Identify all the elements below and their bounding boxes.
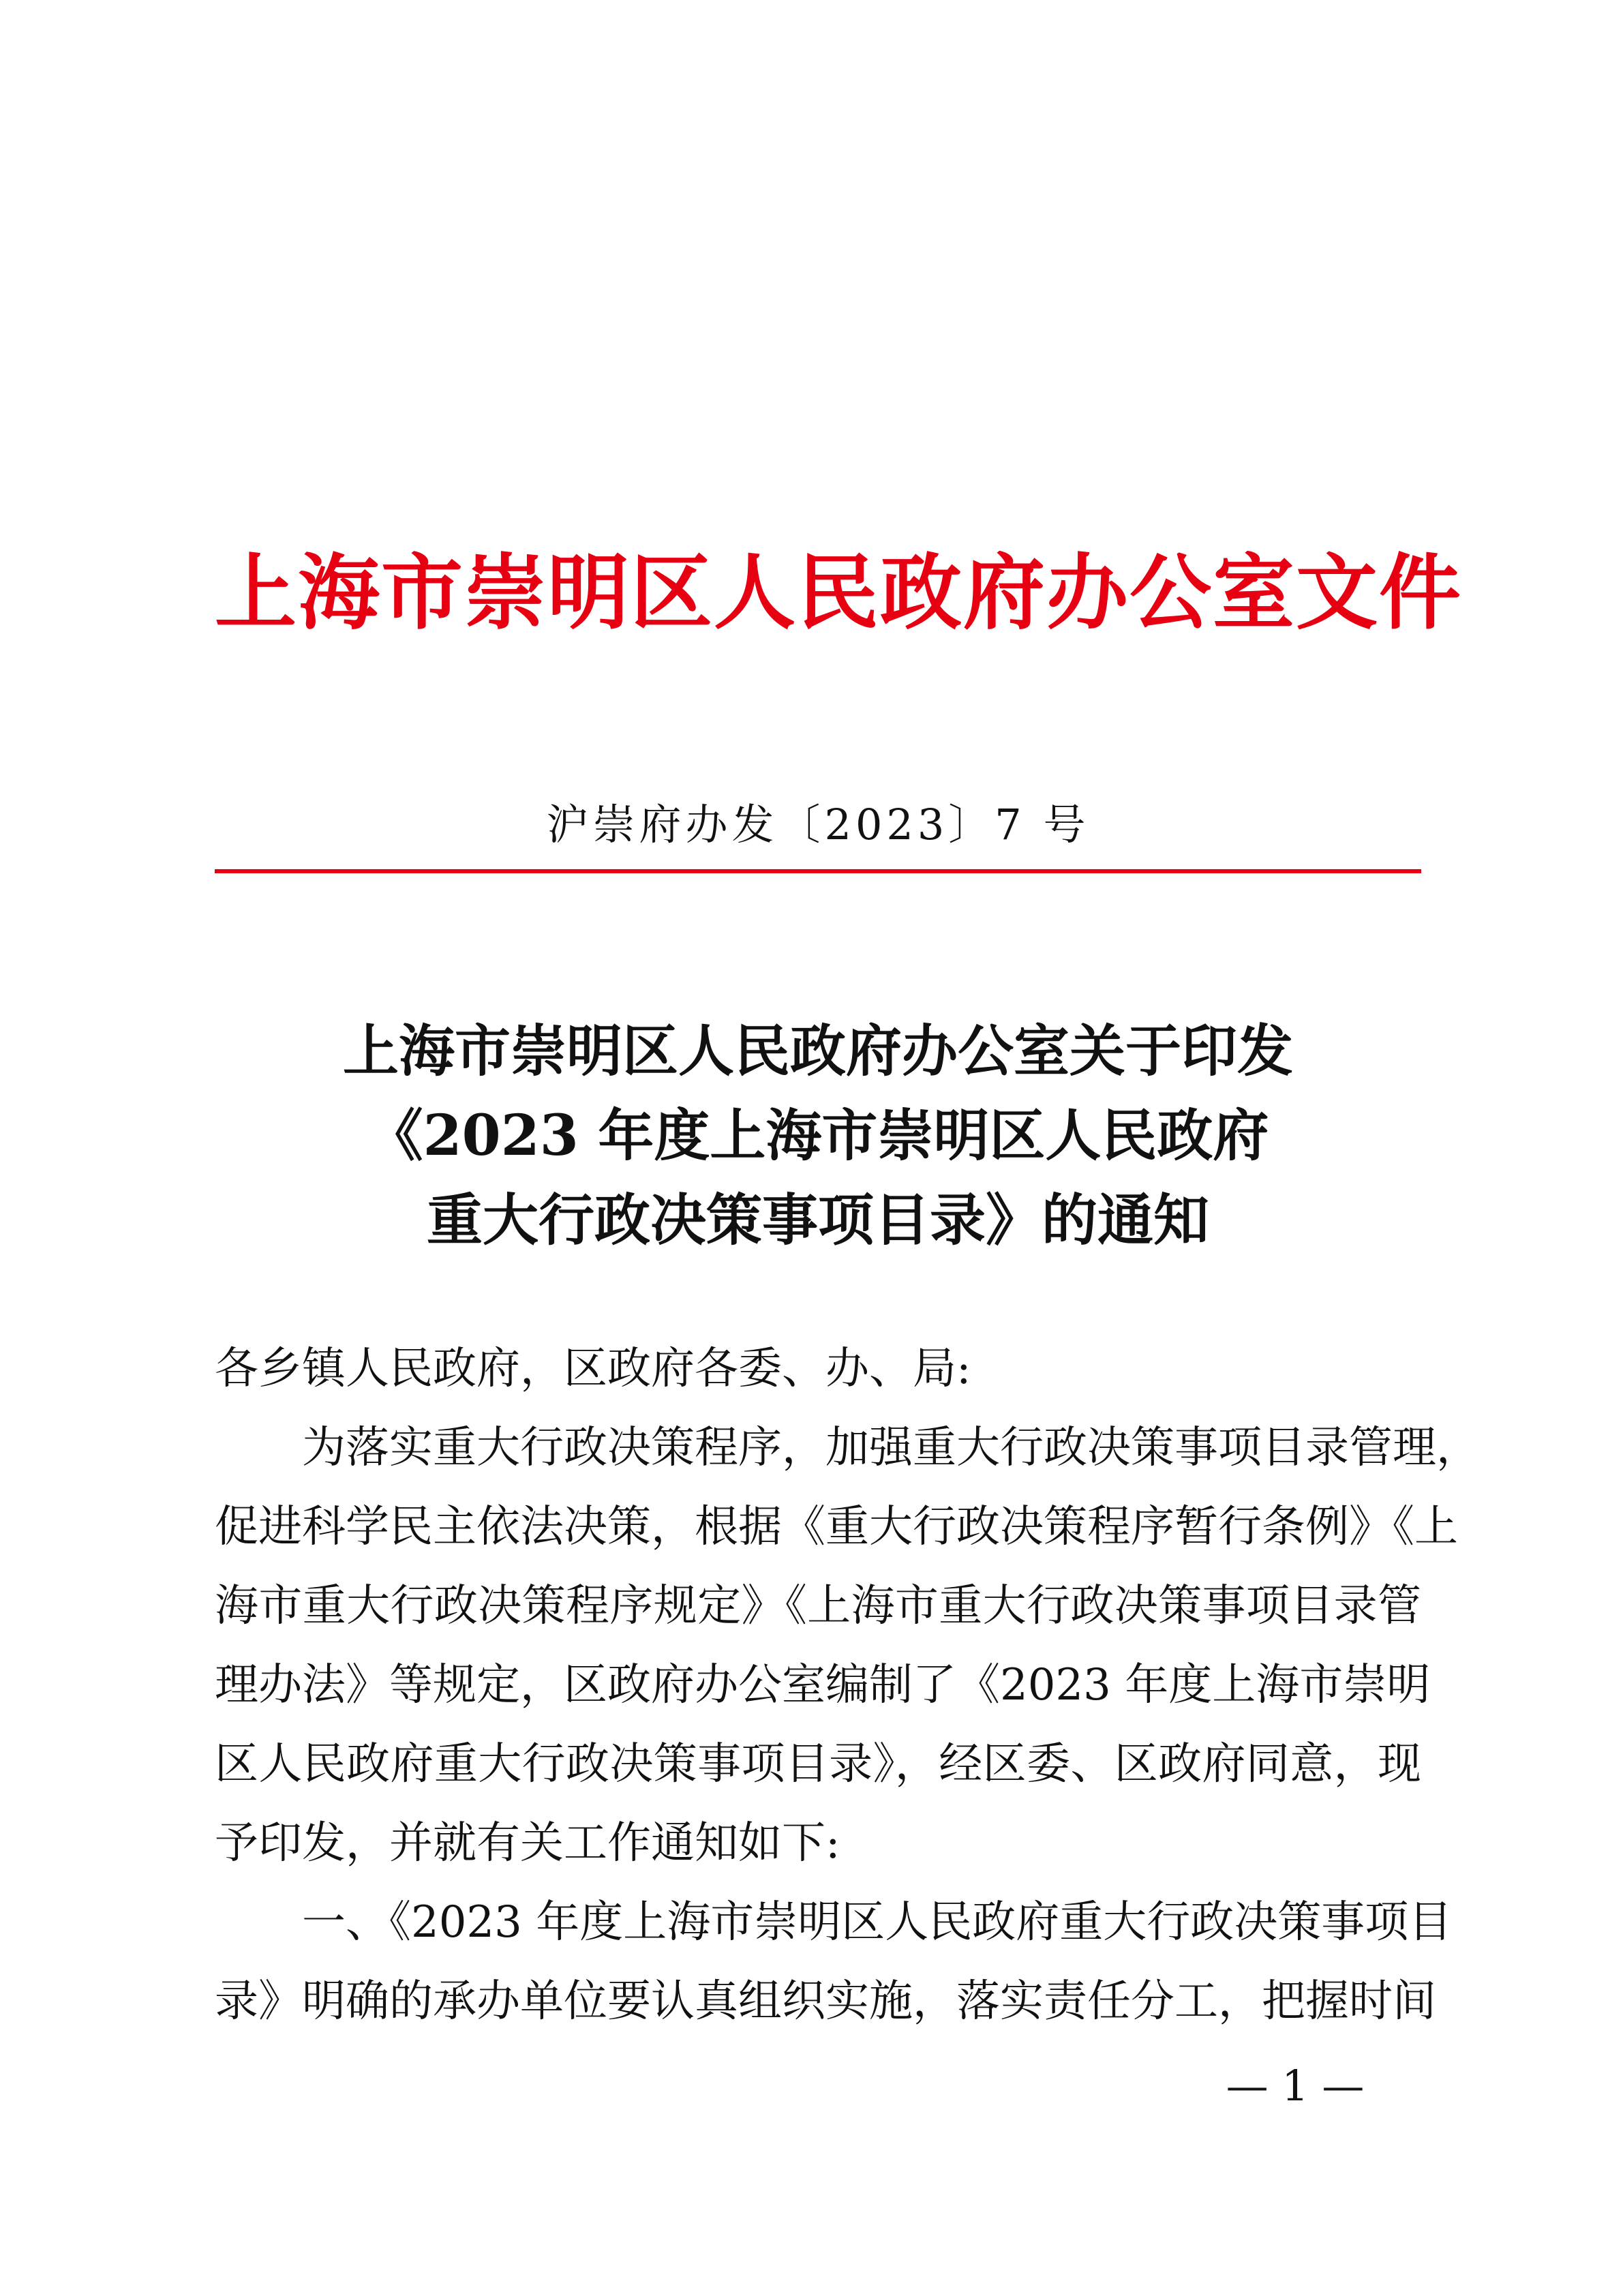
notice-title-line-1: 上海市崇明区人民政府办公室关于印发 [342,1018,1293,1084]
body-line: 录》明确的承办单位要认真组织实施，落实责任分工，把握时间 [215,1976,1436,2027]
body-line: 一、《2023 年度上海市崇明区人民政府重大行政决策事项目 [302,1897,1453,1948]
body-line: 理办法》等规定，区政府办公室编制了《2023 年度上海市崇明 [215,1660,1431,1710]
salutation: 各乡镇人民政府，区政府各委、办、局: [215,1344,971,1394]
body-line: 海市重大行政决策程序规定》《上海市重大行政决策事项目录管 [215,1581,1421,1631]
masthead-title: 上海市崇明区人民政府办公室文件 [215,545,1462,641]
body-line: 区人民政府重大行政决策事项目录》，经区委、区政府同意，现 [215,1739,1421,1789]
body-line: 促进科学民主依法决策，根据《重大行政决策程序暂行条例》《上 [215,1502,1458,1552]
page-number: — 1 — [1226,2061,1365,2111]
document-number: 沪崇府办发〔2023〕7 号 [546,800,1090,849]
notice-body [215,1329,1480,2041]
body-line: 为落实重大行政决策程序，加强重大行政决策事项目录管理， [302,1423,1480,1473]
notice-title [215,1009,1421,1263]
notice-title-line-3: 重大行政决策事项目录》的通知 [426,1188,1209,1253]
red-divider-line [215,869,1421,873]
body-line: 予印发，并就有关工作通知如下: [215,1818,840,1869]
notice-title-line-2: 《2023 年度上海市崇明区人民政府 [367,1103,1269,1168]
